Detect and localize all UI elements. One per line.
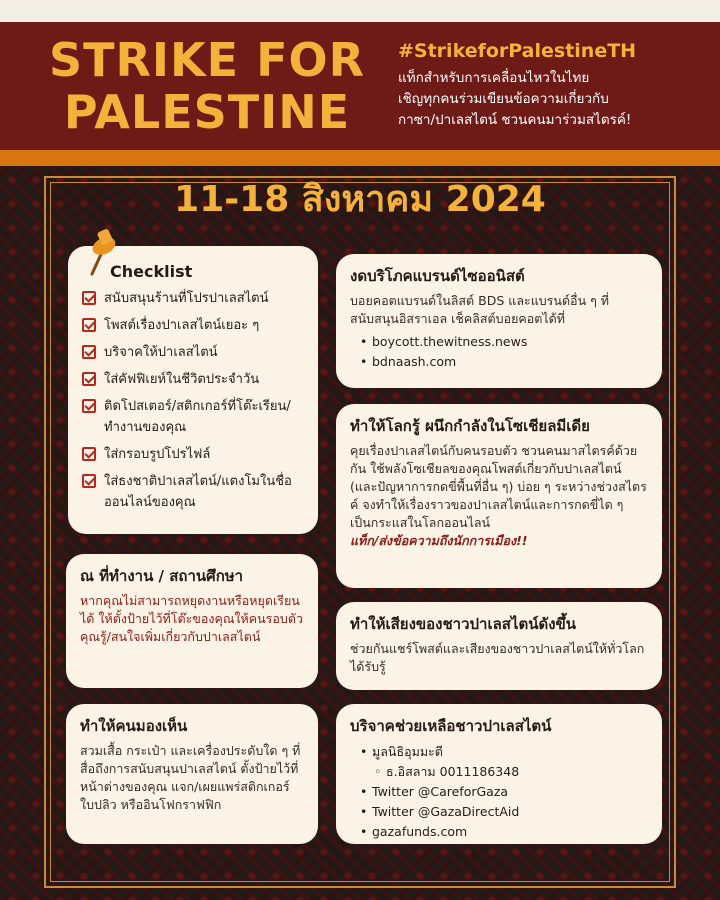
header-description (398, 68, 714, 131)
checklist-item (82, 369, 304, 390)
checklist-item (82, 444, 304, 465)
boycott-body: บอยคอตแบรนด์ในลิสต์ BDS และแบรนด์อื่น ๆ ที่สนับสนุนอิสราเอล เช็คลิสต์บอยคอตได้ที่ (350, 293, 610, 326)
main-title (22, 34, 392, 138)
checkbox-icon (82, 474, 96, 488)
pushpin-icon (84, 228, 118, 278)
checklist-list (82, 288, 304, 513)
checklist-title: Checklist (110, 262, 193, 281)
checkbox-icon (82, 399, 96, 413)
donate-item: • มูลนิธิอุมมะตี (360, 742, 648, 762)
header-desc-line1: แท็กสำหรับการเคลื่อนไหวในไทย (398, 70, 590, 86)
checklist-item-label: ใส่กรอบรูปโปรไฟล์ (104, 447, 211, 462)
boycott-link[interactable]: • bdnaash.com (360, 352, 648, 372)
social-emphasis: แท็ก/ส่งข้อความถึงนักการเมือง!! (350, 533, 528, 548)
checklist-item (82, 315, 304, 336)
checkbox-icon (82, 345, 96, 359)
workplace-body: หากคุณไม่สามารถหยุดงานหรือหยุดเรียนได้ ให้ตั้งป้ายไว้ที่โต๊ะของคุณให้คนรอบตัวคุณรู้/สนใจเพิ่มเกี่ยวกับปาเลสไตน์ (80, 593, 303, 644)
workplace-card (66, 554, 318, 688)
donate-list (360, 742, 648, 842)
donate-item[interactable]: • Twitter @CareforGaza (360, 782, 648, 802)
checkbox-icon (82, 447, 96, 461)
checklist-item (82, 288, 304, 309)
voices-title: ทำให้เสียงของชาวปาเลสไตน์ดังขึ้น (350, 615, 577, 633)
checkbox-icon (82, 291, 96, 305)
donate-item[interactable]: • gazafunds.com (360, 822, 648, 842)
boycott-links (360, 332, 648, 372)
checklist-item (82, 396, 304, 438)
donate-card (336, 704, 662, 844)
voices-card (336, 602, 662, 690)
boycott-title: งดบริโภคแบรนด์ไซออนิสต์ (350, 267, 525, 285)
workplace-title: ณ ที่ทำงาน / สถานศึกษา (80, 567, 244, 585)
social-body: คุยเรื่องปาเลสไตน์กับคนรอบตัว ชวนคนมาสไตรค์ด้วยกัน ใช้พลังโซเชียลของคุณโพสต์เกี่ยวกับปาเลสไตน์ (และปัญหาการกดขี่พื้นที่อื่น ๆ) บ่อย ๆ ระหว่างช่วงสไตรค์ จงทำให้เรื่องราวของปาเลสไตน์และการกดขี่ได ๆ เป็นกระแสในโลกออนไลน์ (350, 443, 647, 530)
date-title: 11-18 สิงหาคม 2024 (174, 179, 546, 220)
top-bar (0, 0, 720, 22)
checklist-card (68, 246, 318, 534)
social-title: ทำให้โลกรู้ ผนึกกำลังในโซเชียลมีเดีย (350, 417, 590, 435)
boycott-card (336, 254, 662, 388)
hashtag: #StrikeforPalestineTH (398, 40, 637, 62)
checklist-item (82, 342, 304, 363)
header-desc-line3: กาซา/ปาเลสไตน์ ชวนคนมาร่วมสไตรค์! (398, 112, 632, 128)
header-desc-line2: เชิญทุกคนร่วมเขียนข้อความเกี่ยวกับ (398, 91, 609, 107)
visible-card (66, 704, 318, 844)
social-card (336, 404, 662, 588)
checkbox-icon (82, 318, 96, 332)
checkbox-icon (82, 372, 96, 386)
donate-subitem: ◦ ธ.อิสลาม 0011186348 (360, 762, 648, 782)
main-title-line1: STRIKE FOR (48, 33, 366, 87)
checklist-item-label: ติดโปสเตอร์/สติกเกอร์ที่โต๊ะเรียน/ทำงานของคุณ (104, 399, 291, 435)
checklist-item-label: ใส่คัฟฟิเยห์ในชีวิตประจำวัน (104, 372, 260, 387)
visible-body: สวมเสื้อ กระเป๋า และเครื่องประดับใด ๆ ที่สื่อถึงการสนับสนุนปาเลสไตน์ ตั้งป้ายไว้ที่หน้าต่างของคุณ แจก/เผยแพร่สติกเกอร์ ใบปลิว หรืออินโฟกราฟฟิก (80, 743, 301, 812)
boycott-link[interactable]: • boycott.thewitness.news (360, 332, 648, 352)
checklist-item-label: โพสต์เรื่องปาเลสไตน์เยอะ ๆ (104, 318, 260, 333)
checklist-item-label: สนับสนุนร้านที่โปรปาเลสไตน์ (104, 291, 269, 306)
checklist-item (82, 471, 304, 513)
voices-body: ช่วยกันแชร์โพสต์และเสียงของชาวปาเลสไตน์ให้ทั่วโลกได้รับรู้ (350, 641, 645, 674)
donate-item[interactable]: • Twitter @GazaDirectAid (360, 802, 648, 822)
main-title-line2: PALESTINE (63, 85, 351, 139)
donate-title: บริจาคช่วยเหลือชาวปาเลสไตน์ (350, 717, 552, 735)
checklist-item-label: ใส่ธงชาติปาเลสไตน์/แตงโมในชื่อออนไลน์ของคุณ (104, 474, 292, 510)
orange-strip (0, 150, 720, 166)
checklist-item-label: บริจาคให้ปาเลสไตน์ (104, 345, 218, 360)
visible-title: ทำให้คนมองเห็น (80, 717, 188, 735)
